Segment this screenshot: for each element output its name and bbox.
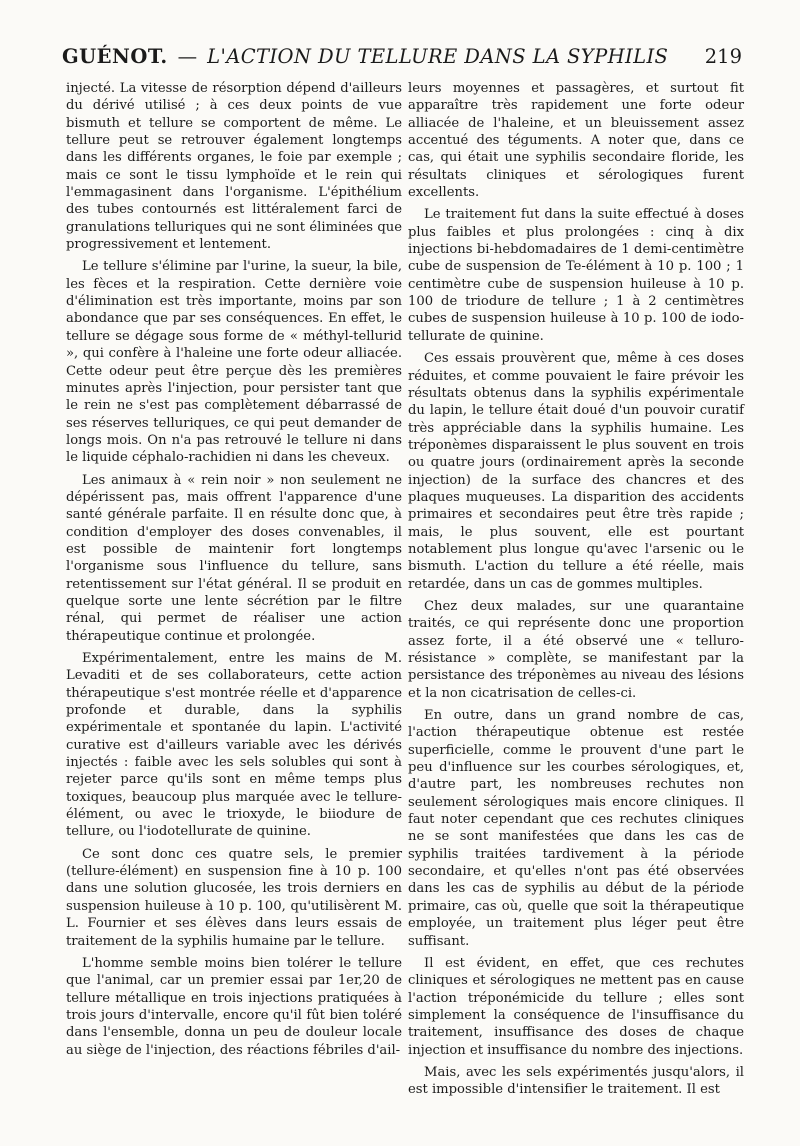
page-number: 219 (704, 45, 742, 68)
right-column (408, 80, 744, 1099)
paragraph: Expérimentalement, entre les mains de M. Levaditi et de ses collaborateurs, cette action thérapeutique s'est montrée réelle et d'apparence profonde et durable, dans la syphilis expérimentale et spontanée du lapin. L'activité curative est d'ailleurs variable avec les dérivés injectés : faible avec les sels solubles qui sont à rejeter parce qu'ils sont en même temps plus toxiques, beaucoup plus marquée avec le tellure-élément, ou avec le trioxyde, le biiodure de tellure, ou l'iodotellurate de quinine. (66, 651, 402, 840)
header-separator: — (177, 45, 198, 68)
paragraph: Ces essais prouvèrent que, même à ces doses réduites, et comme pouvaient le faire prévoir les résultats obtenus dans la syphilis expérimentale du lapin, le tellure était doué d'un pouvoir curatif très appréciable dans la syphilis humaine. Les tréponèmes disparaissent le plus souvent en trois ou quatre jours (ordinairement après la seconde injection) de la surface des chancres et des plaques muqueuses. La disparition des accidents primaires et secondaires peut être très rapide ; mais, le plus souvent, elle est pourtant notablement plus longue qu'avec l'arsenic ou le bismuth. L'action du tellure a été réelle, mais retardée, dans un cas de gommes multiples. (408, 351, 744, 592)
left-column (66, 80, 402, 1059)
paragraph: Ce sont donc ces quatre sels, le premier (tellure-élément) en suspension fine à 10 p. 100 dans une solution glucosée, les trois derniers en suspension huileuse à 10 p. 100, qu'utilisèrent M. L. Fournier et ses élèves dans leurs essais de traitement de la syphilis humaine par le tellure. (66, 846, 402, 949)
paragraph: injecté. La vitesse de résorption dépend d'ailleurs du dérivé utilisé ; à ces deux points de vue bismuth et tellure se comportent de même. Le tellure peut se retrouver également longtemps dans les différents organes, le foie par exemple ; mais ce sont le tissu lymphoïde et le rein qui l'emmagasinent dans l'organisme. L'épithélium des tubes contournés est littéralement farci de granulations telluriques qui ne sont éliminées que progressivement et lentement. (66, 81, 402, 253)
running-head (62, 40, 742, 74)
header-author: GUÉNOT. (62, 45, 168, 68)
paragraph: Il est évident, en effet, que ces rechutes cliniques et sérologiques ne mettent pas en cause l'action tréponémicide du tellure ; elles sont simplement la conséquence de l'insuffisance du traitement, insuffisance des doses de chaque injection et insuffisance du nombre des injections. (408, 955, 744, 1058)
paragraph: Le tellure s'élimine par l'urine, la sueur, la bile, les fèces et la respiration. Cette dernière voie d'élimination est très importante, moins par son abondance que par ses conséquences. En effet, le tellure se dégage sous forme de « méthyl-tellurid », qui confère à l'haleine une forte odeur alliacée. Cette odeur peut être perçue dès les premières minutes après l'injection, pour persister tant que le rein ne s'est pas complètement débarrassé de ses réserves telluriques, ce qui peut demander de longs mois. On n'a pas retrouvé le tellure ni dans le liquide céphalo-rachidien ni dans les cheveux. (66, 259, 402, 466)
paragraph: Mais, avec les sels expérimentés jusqu'alors, il est impossible d'intensifier le traitement. Il est (408, 1064, 744, 1098)
paragraph: En outre, dans un grand nombre de cas, l'action thérapeutique obtenue est restée superficielle, comme le prouvent d'une part le peu d'influence sur les courbes sérologiques, et, d'autre part, les nombreuses rechutes non seulement sérologiques mais encore cliniques. Il faut noter cependant que ces rechutes cliniques ne se sont manifestées que dans les cas de syphilis traitées tardivement à la période secondaire, et qu'elles n'ont pas été observées dans les cas de syphilis au début de la période primaire, cas où, quelle que soit la thérapeutique employée, un traitement plus léger peut être suffisant. (408, 708, 744, 949)
paragraph: Le traitement fut dans la suite effectué à doses plus faibles et plus prolongées : cinq à dix injections bi-hebdomadaires de 1 demi-centimètre cube de suspension de Te-élément à 10 p. 100 ; 1 centimètre cube de suspension huileuse à 10 p. 100 de triodure de tellure ; 1 à 2 centimètres cubes de suspension huileuse à 10 p. 100 de iodo-tellurate de quinine. (408, 207, 744, 344)
header-title: L'ACTION DU TELLURE DANS LA SYPHILIS (207, 45, 669, 68)
paragraph: Chez deux malades, sur une quarantaine traités, ce qui représente donc une proportion assez forte, il a été observé une « telluro-résistance » complète, se manifestant par la persistance des tréponèmes au niveau des lésions et la non cicatrisation de celles-ci. (408, 598, 744, 701)
paragraph: Les animaux à « rein noir » non seulement ne dépérissent pas, mais offrent l'apparence d'une santé générale parfaite. Il en résulte donc que, à condition d'employer des doses convenables, il est possible de maintenir fort longtemps l'organisme sous l'influence du tellure, sans retentissement sur l'état général. Il se produit en quelque sorte une lente sécrétion par le filtre rénal, qui permet de réaliser une action thérapeutique continue et prolongée. (66, 472, 402, 644)
paragraph: L'homme semble moins bien tolérer le tellure que l'animal, car un premier essai par 1er,20 de tellure métallique en trois injections pratiquées à trois jours d'intervalle, encore qu'il fût bien toléré dans l'ensemble, donna un peu de douleur locale au siège de l'injection, des réactions fébriles d'ail- (66, 955, 402, 1058)
paragraph: leurs moyennes et passagères, et surtout fit apparaître très rapidement une forte odeur alliacée de l'haleine, et un bleuissement assez accentué des téguments. A noter que, dans ce cas, qui était une syphilis secondaire floride, les résultats cliniques et sérologiques furent excellents. (408, 81, 744, 201)
